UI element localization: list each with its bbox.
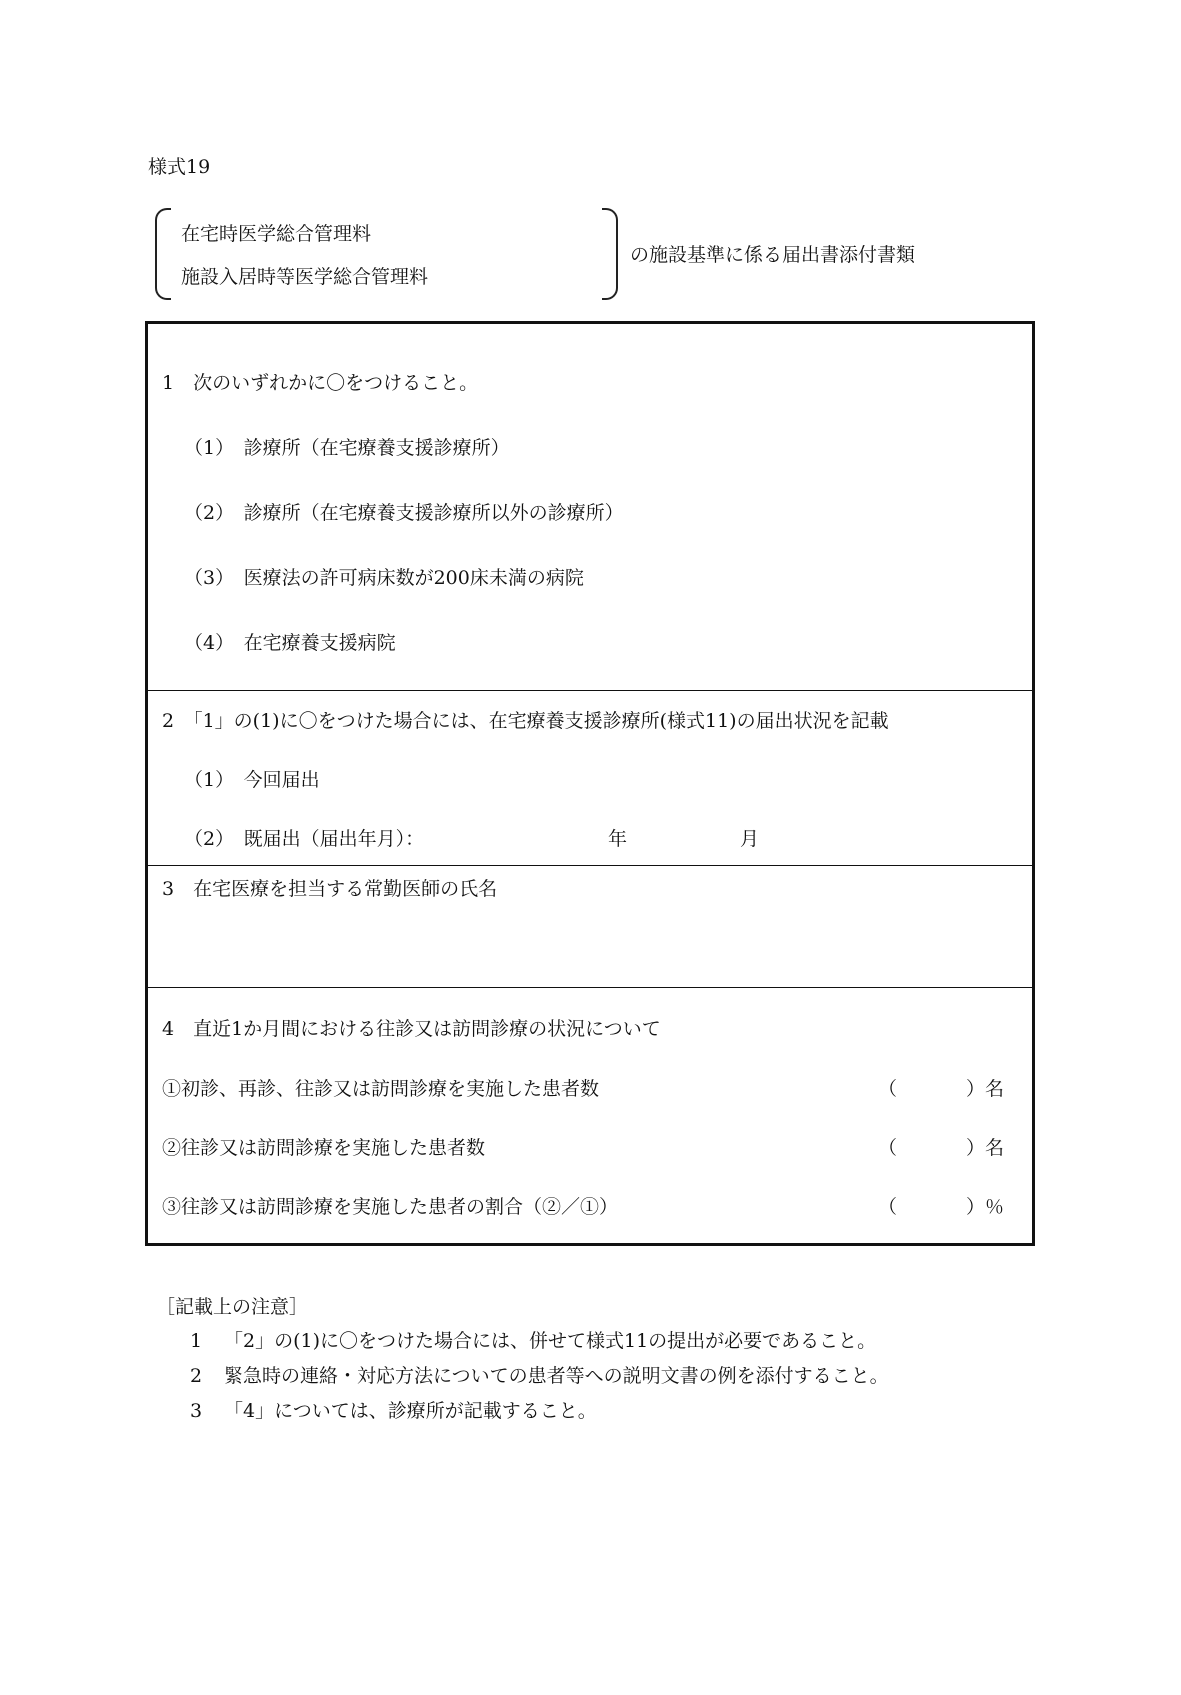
note-text: 「2」の(1)に〇をつけた場合には、併せて様式11の提出が必要であること。 [224, 1330, 877, 1352]
year-label: 年 [608, 828, 628, 850]
form-box [145, 321, 1035, 1246]
month-label: 月 [740, 828, 760, 850]
title-suffix: の施設基準に係る届出書添付書類 [630, 244, 916, 266]
section-divider [148, 865, 1032, 866]
open-paren: （ [878, 1196, 898, 1218]
section4-heading: 4 直近1か月間における往診又は訪問診療の状況について [162, 1018, 661, 1040]
percent-unit: ）％ [966, 1196, 1005, 1218]
note-item [190, 1396, 597, 1423]
right-brace [602, 208, 618, 300]
section1-option-2[interactable]: （2） 診療所（在宅療養支援診療所以外の診療所） [184, 502, 624, 524]
section3-heading: 3 在宅医療を担当する常勤医師の氏名 [162, 878, 498, 900]
section2-heading: 2 「1」の(1)に〇をつけた場合には、在宅療養支援診療所(様式11)の届出状況を記載 [162, 710, 889, 732]
section1-option-1[interactable]: （1） 診療所（在宅療養支援診療所） [184, 437, 510, 459]
section4-item-label: ①初診、再診、往診又は訪問診療を実施した患者数 [162, 1078, 600, 1100]
section2-option-1[interactable]: （1） 今回届出 [184, 769, 320, 791]
title-line-2: 施設入居時等医学総合管理料 [181, 266, 429, 288]
section1-option-4[interactable]: （4） 在宅療養支援病院 [184, 632, 396, 654]
note-text: 緊急時の連絡・対応方法についての患者等への説明文書の例を添付すること。 [224, 1365, 889, 1387]
section-divider [148, 987, 1032, 988]
section1-heading: 1 次のいずれかに〇をつけること。 [162, 372, 479, 394]
note-number: 2 [190, 1365, 203, 1387]
left-brace [155, 208, 171, 300]
note-number: 3 [190, 1400, 203, 1422]
note-number: 1 [190, 1330, 203, 1352]
section2-option-2[interactable]: （2） 既届出（届出年月）： [184, 828, 425, 850]
form-id: 様式19 [148, 156, 211, 178]
count-unit: ）名 [966, 1137, 1005, 1159]
section4-item-label: ②往診又は訪問診療を実施した患者数 [162, 1137, 486, 1159]
notes-heading: ［記載上の注意］ [156, 1296, 309, 1318]
section4-item-label: ③往診又は訪問診療を実施した患者の割合（②／①） [162, 1196, 619, 1218]
note-item [190, 1361, 889, 1388]
open-paren: （ [878, 1137, 898, 1159]
note-item [190, 1326, 876, 1353]
section-divider [148, 690, 1032, 691]
note-text: 「4」については、診療所が記載すること。 [224, 1400, 597, 1422]
open-paren: （ [878, 1078, 898, 1100]
section1-option-3[interactable]: （3） 医療法の許可病床数が200床未満の病院 [184, 567, 584, 589]
title-line-1: 在宅時医学総合管理料 [181, 223, 372, 245]
count-unit: ）名 [966, 1078, 1005, 1100]
